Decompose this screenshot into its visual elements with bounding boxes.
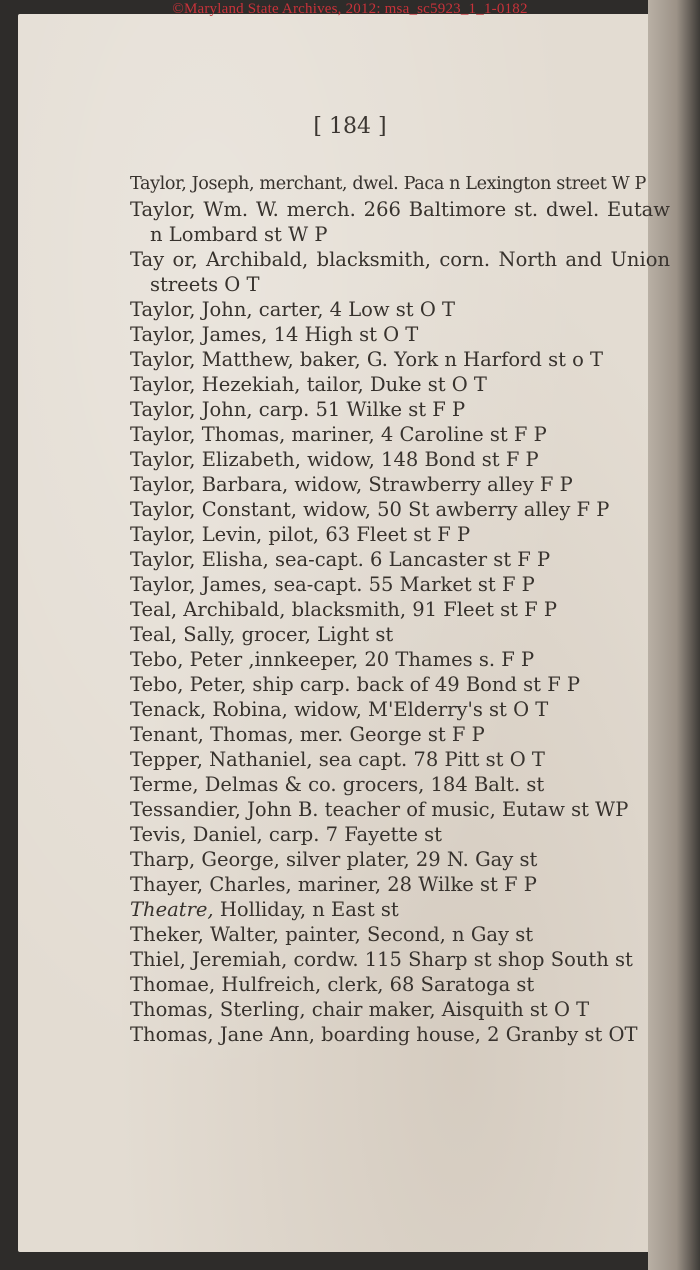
entry-surname: Tharp, xyxy=(130,848,196,871)
entry-surname: Taylor, xyxy=(130,473,196,496)
entry-surname: Taylor, xyxy=(130,174,187,194)
entry-surname: Theker, xyxy=(130,923,204,946)
entry-details: Holliday, n East st xyxy=(213,898,399,921)
directory-entry xyxy=(130,572,670,597)
entry-details: Hezekiah, tailor, Duke st O T xyxy=(195,373,487,396)
entry-surname: Tenant, xyxy=(130,723,204,746)
entry-surname: Tebo, xyxy=(130,648,184,671)
entry-details: Joseph, merchant, dwel. Paca n Lexington street W P xyxy=(186,174,646,194)
entry-details: James, sea-capt. 55 Market st F P xyxy=(195,573,535,596)
entry-surname: Taylor, xyxy=(130,323,196,346)
directory-entry xyxy=(130,747,670,772)
entry-details: Levin, pilot, 63 Fleet st F P xyxy=(195,523,471,546)
directory-entry xyxy=(130,622,670,647)
directory-entry xyxy=(130,947,670,972)
directory-entry xyxy=(130,972,670,997)
directory-entries xyxy=(130,172,670,1047)
directory-entry xyxy=(130,547,670,572)
entry-details: Peter, ship carp. back of 49 Bond st F P xyxy=(183,673,581,696)
directory-entry xyxy=(130,847,670,872)
entry-details: Constant, widow, 50 St awberry alley F P xyxy=(195,498,610,521)
entry-surname: Tay or, xyxy=(130,248,198,271)
directory-entry xyxy=(130,472,670,497)
directory-entry xyxy=(130,172,670,197)
page-number: [ 184 ] xyxy=(313,114,387,139)
directory-entry xyxy=(130,347,670,372)
entry-details: Archibald, blacksmith, 91 Fleet st F P xyxy=(177,598,558,621)
entry-surname: Teal, xyxy=(130,598,178,621)
entry-details: Peter ,innkeeper, 20 Thames s. F P xyxy=(183,648,535,671)
entry-details: John, carp. 51 Wilke st F P xyxy=(195,398,466,421)
entry-surname: Taylor, xyxy=(130,298,196,321)
directory-entry xyxy=(130,397,670,422)
entry-details: Jane Ann, boarding house, 2 Granby st OT xyxy=(213,1023,638,1046)
entry-surname: Theatre, xyxy=(130,898,214,921)
directory-entry xyxy=(130,497,670,522)
entry-details: Matthew, baker, G. York n Harford st o T xyxy=(195,348,604,371)
directory-entry xyxy=(130,422,670,447)
entry-details: Elisha, sea-capt. 6 Lancaster st F P xyxy=(195,548,551,571)
entry-details: Nathaniel, sea capt. 78 Pitt st O T xyxy=(202,748,545,771)
entry-details: Hulfreich, clerk, 68 Saratoga st xyxy=(215,973,535,996)
entry-details: Barbara, widow, Strawberry alley F P xyxy=(195,473,573,496)
directory-entry xyxy=(130,672,670,697)
directory-entry xyxy=(130,597,670,622)
entry-surname: Thomas, xyxy=(130,998,214,1021)
entry-surname: Thayer, xyxy=(130,873,204,896)
entry-surname: Taylor, xyxy=(130,523,196,546)
entry-details: Robina, widow, M'Elderry's st O T xyxy=(206,698,549,721)
directory-entry xyxy=(130,522,670,547)
directory-entry xyxy=(130,922,670,947)
entry-surname: Taylor, xyxy=(130,448,196,471)
entry-details: Elizabeth, widow, 148 Bond st F P xyxy=(195,448,539,471)
entry-surname: Tebo, xyxy=(130,673,184,696)
entry-surname: Teal, xyxy=(130,623,178,646)
entry-surname: Taylor, xyxy=(130,398,196,421)
directory-entry xyxy=(130,322,670,347)
directory-entry xyxy=(130,372,670,397)
directory-entry xyxy=(130,647,670,672)
directory-entry xyxy=(130,772,670,797)
entry-surname: Terme, xyxy=(130,773,199,796)
entry-surname: Taylor, xyxy=(130,348,196,371)
entry-details: Thomas, mariner, 4 Caroline st F P xyxy=(195,423,547,446)
entry-surname: Taylor, xyxy=(130,573,196,596)
directory-entry xyxy=(130,897,670,922)
entry-details: Wm. W. merch. 266 Baltimore st. dwel. Eutaw n Lombard st W P xyxy=(150,198,670,246)
directory-entry xyxy=(130,822,670,847)
directory-entry xyxy=(130,447,670,472)
directory-entry xyxy=(130,297,670,322)
entry-details: Daniel, carp. 7 Fayette st xyxy=(186,823,442,846)
entry-details: Sally, grocer, Light st xyxy=(177,623,394,646)
entry-surname: Taylor, xyxy=(130,548,196,571)
entry-surname: Tevis, xyxy=(130,823,187,846)
entry-details: Jeremiah, cordw. 115 Sharp st shop South st xyxy=(185,948,633,971)
directory-entry xyxy=(130,997,670,1022)
entry-surname: Tenack, xyxy=(130,698,207,721)
entry-surname: Thomas, xyxy=(130,1023,214,1046)
entry-details: Sterling, chair maker, Aisquith st O T xyxy=(213,998,590,1021)
entry-surname: Taylor, xyxy=(130,198,196,221)
directory-entry xyxy=(130,197,670,247)
entry-details: Archibald, blacksmith, corn. North and Union streets O T xyxy=(150,248,671,296)
directory-entry xyxy=(130,797,670,822)
entry-surname: Taylor, xyxy=(130,423,196,446)
entry-details: Charles, mariner, 28 Wilke st F P xyxy=(203,873,537,896)
entry-surname: Thomae, xyxy=(130,973,216,996)
entry-details: James, 14 High st O T xyxy=(195,323,419,346)
entry-details: Delmas & co. grocers, 184 Balt. st xyxy=(198,773,545,796)
archive-watermark: ©Maryland State Archives, 2012: msa_sc5923_1_1-0182 xyxy=(172,1,528,17)
directory-entry xyxy=(130,722,670,747)
directory-entry xyxy=(130,247,670,297)
directory-entry xyxy=(130,1022,670,1047)
entry-surname: Thiel, xyxy=(130,948,186,971)
directory-entry xyxy=(130,872,670,897)
entry-surname: Tessandier, xyxy=(130,798,241,821)
entry-surname: Taylor, xyxy=(130,498,196,521)
entry-details: John, carter, 4 Low st O T xyxy=(195,298,456,321)
entry-details: John B. teacher of music, Eutaw st WP xyxy=(240,798,629,821)
entry-details: Thomas, mer. George st F P xyxy=(203,723,485,746)
entry-details: Walter, painter, Second, n Gay st xyxy=(203,923,534,946)
entry-surname: Tepper, xyxy=(130,748,203,771)
entry-surname: Taylor, xyxy=(130,373,196,396)
directory-entry xyxy=(130,697,670,722)
entry-details: George, silver plater, 29 N. Gay st xyxy=(195,848,538,871)
